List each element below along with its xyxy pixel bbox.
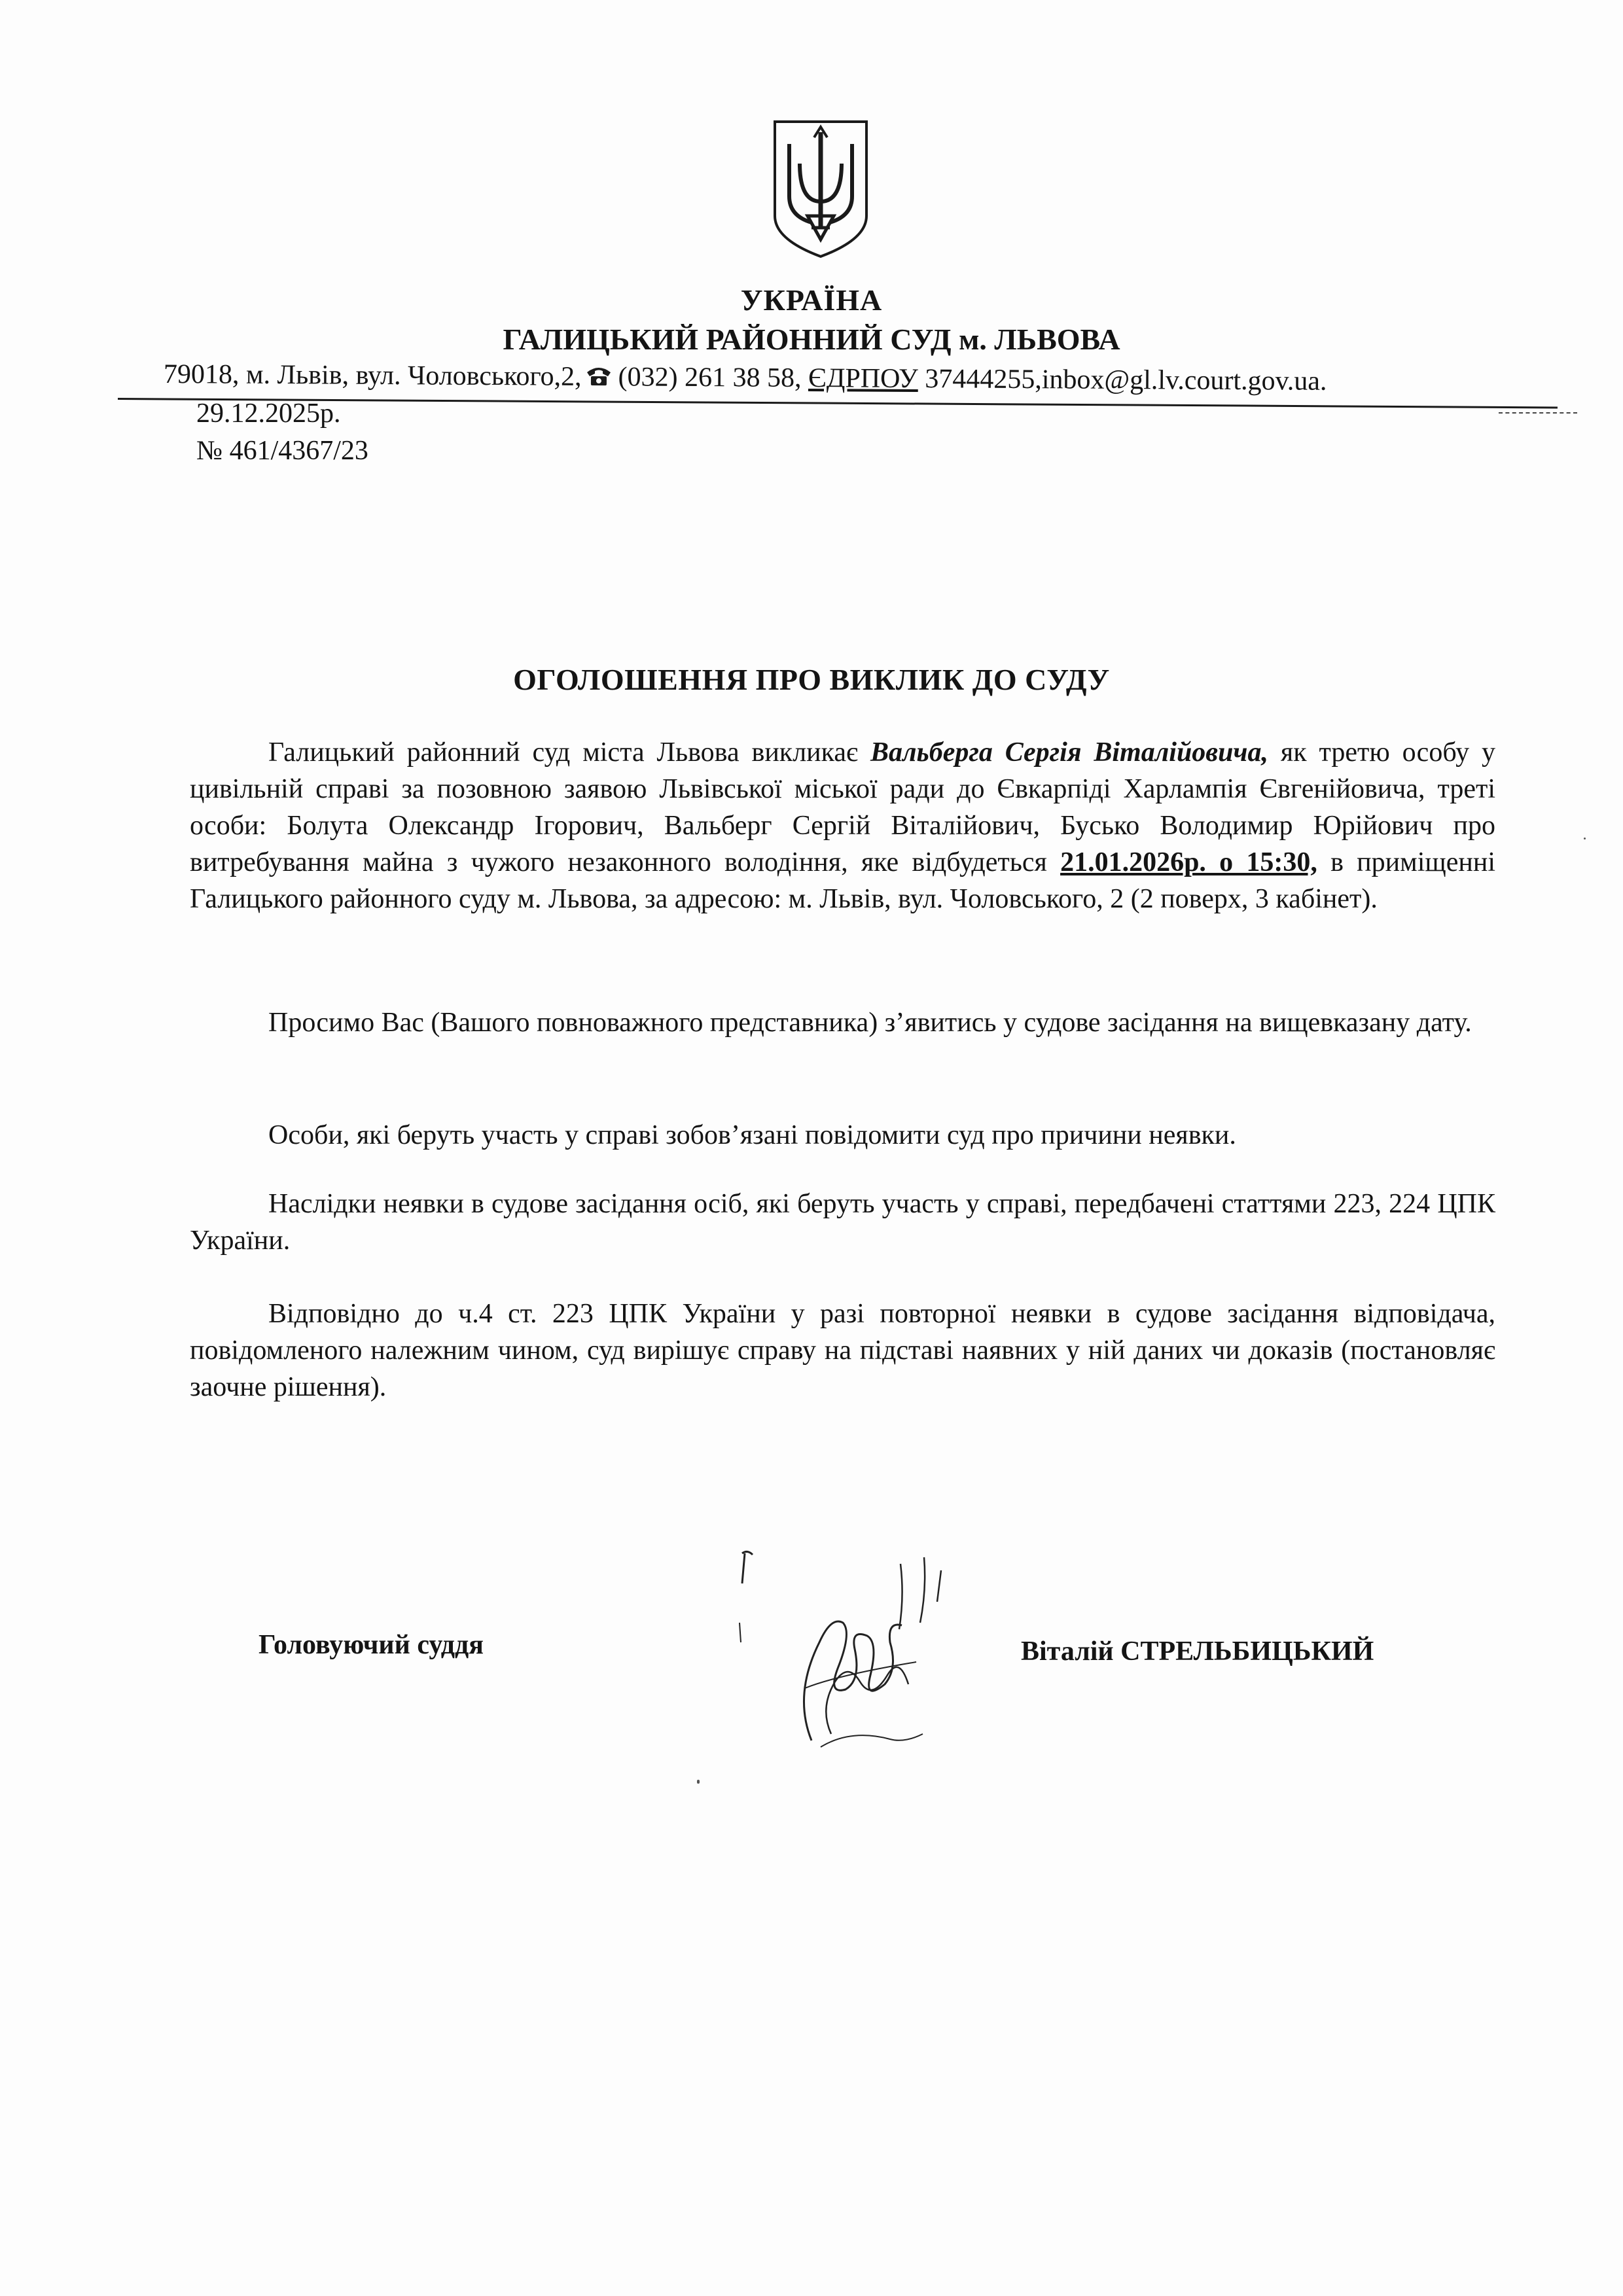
scan-speck (1584, 838, 1586, 839)
header-country: УКРАЇНА (740, 283, 883, 317)
paragraph-summons (190, 734, 1495, 917)
summoned-person-name: Вальберга Сергія Віталійовича, (870, 737, 1268, 768)
signature-role: Головуючий суддя (259, 1630, 484, 1660)
summons-location: в приміщенні Галицького районного суду м. Львова, за адресою: м. Львів, вул. Чоловського, 2 (2 поверх, 3 кабінет). (190, 847, 1495, 914)
signatory-name: Віталій СТРЕЛЬБИЦЬКИЙ (1021, 1636, 1374, 1667)
document-date: 29.12.2025р. (196, 398, 341, 429)
scan-speck (697, 1780, 700, 1784)
handwritten-signature (733, 1544, 982, 1780)
header-court-name: ГАЛИЦЬКИЙ РАЙОННИЙ СУД м. ЛЬВОВА (503, 323, 1120, 356)
hearing-datetime: 21.01.2026р. о 15:30, (1060, 847, 1317, 877)
header-phone: (032) 261 38 58 (618, 362, 795, 393)
header-edrpou-label: ЄДРПОУ (808, 363, 918, 395)
paragraph-default-judgment: Відповідно до ч.4 ст. 223 ЦПК України у разі повторної неявки в судове засідання відповідача, повідомленого належним чином, суд вирішує справу на підставі наявних у ній даних чи доказів (постановляє заочне рішення). (190, 1299, 1495, 1402)
telephone-icon (585, 364, 611, 387)
summons-intro: Галицький районний суд міста Львова викликає (268, 737, 870, 768)
paragraph-consequences: Наслідки неявки в судове засідання осіб, які беруть участь у справі, передбачені статтями 223, 224 ЦПК України. (190, 1189, 1495, 1256)
paragraph-obligation: Особи, які беруть участь у справі зобов’язані повідомити суд про причини неявки. (268, 1120, 1236, 1150)
header-edrpou-email: 37444255,inbox@gl.lv.court.gov.ua. (925, 364, 1327, 397)
header-address-line: 79018, м. Львів, вул. Чоловського,2, (032) 261 38 58, ЄДРПОУ 37444255,inbox@gl.lv.court.gov.ua. (163, 359, 1327, 397)
header-divider-dashed (1499, 412, 1577, 414)
header-address: 79018, м. Львів, вул. Чоловського,2, (163, 359, 582, 392)
paragraph-request: Просимо Вас (Вашого повноважного представника) з’явитись у судове засідання на вищевказану дату. (268, 1008, 1472, 1038)
coat-of-arms-trident-icon (771, 118, 870, 259)
document-title: ОГОЛОШЕННЯ ПРО ВИКЛИК ДО СУДУ (513, 663, 1110, 696)
case-number: № 461/4367/23 (196, 436, 368, 466)
summons-case-details: як третю особу у цивільній справі за позовною заявою Львівської міської ради до Євкарпіді Харлампія Євгенійовича, треті особи: Болута Олександр Ігорович, Вальберг Сергій Віталійович, Бусько Володимир Юрійович про витребування майна з чужого незаконного володіння, яке відбудеться (190, 737, 1495, 877)
